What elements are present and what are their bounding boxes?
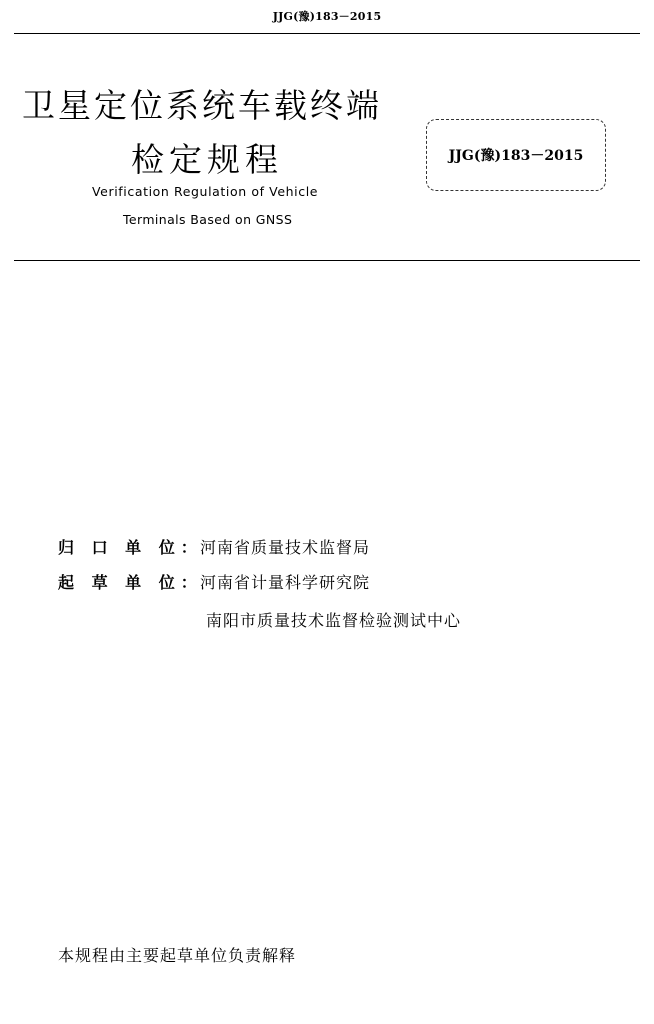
document-title-line-2: 检定规程 bbox=[131, 140, 283, 179]
english-title-line-2: Terminals Based on GNSS bbox=[123, 212, 293, 227]
top-divider bbox=[14, 33, 640, 34]
drafting-unit-value-1: 河南省计量科学研究院 bbox=[200, 573, 371, 592]
responsible-unit-row bbox=[58, 535, 370, 558]
drafting-unit-row bbox=[58, 570, 370, 593]
drafting-unit-value-2: 南阳市质量技术监督检验测试中心 bbox=[206, 611, 462, 630]
drafting-unit-row-2 bbox=[206, 608, 461, 631]
bottom-divider bbox=[14, 260, 640, 261]
responsible-unit-value: 河南省质量技术监督局 bbox=[200, 538, 371, 557]
responsible-unit-label: 归 口 单 位： bbox=[58, 538, 203, 557]
document-title-line-1: 卫星定位系统车载终端 bbox=[22, 86, 382, 125]
drafting-unit-label: 起 草 单 位： bbox=[58, 573, 203, 592]
english-title-line-1: Verification Regulation of Vehicle bbox=[92, 184, 319, 199]
header-standard-code: JJG(豫)183－2015 bbox=[272, 10, 382, 23]
standard-code: JJG(豫)183－2015 bbox=[448, 148, 584, 164]
interpretation-note: 本规程由主要起草单位负责解释 bbox=[58, 946, 297, 965]
standard-code-box bbox=[426, 119, 606, 191]
